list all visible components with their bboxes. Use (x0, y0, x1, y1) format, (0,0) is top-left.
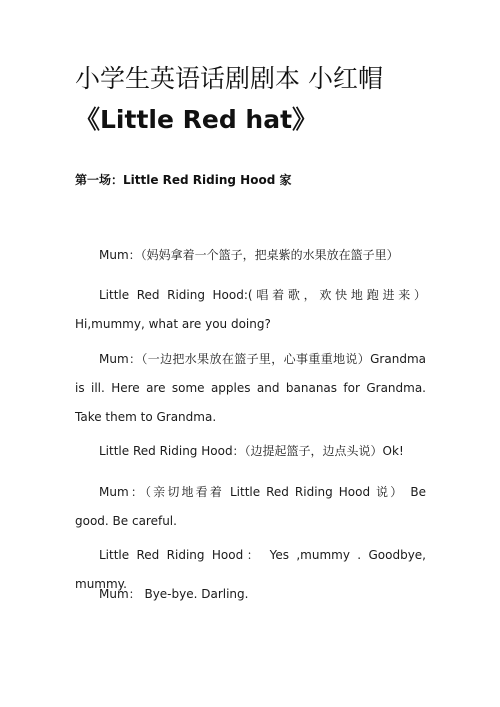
dialogue-paragraph: Mum：（妈妈拿着一个篮子，把桌紫的水果放在篮子里） (99, 248, 399, 262)
dialogue-paragraph: Mum：（亲切地看着 Little Red Riding Hood 说） Be good. Be careful. (75, 485, 426, 528)
dialogue-paragraph: Little Red Riding Hood： Yes ,mummy . Goodbye, mummy. (75, 548, 426, 591)
dialogue-paragraph: Mum：（一边把水果放在篮子里，心事重重地说）Grandma is ill. Here are some apples and bananas for Grandma. Take them to Grandma. (75, 352, 426, 424)
dialogue-paragraph: Little Red Riding Hood:(唱着歌，欢快地跑进来）Hi,mummy, what are you doing? (75, 288, 426, 331)
document-title-chinese: 小学生英语话剧剧本 小红帽 (75, 64, 383, 93)
scene-heading: 第一场：Little Red Riding Hood 家 (75, 173, 292, 187)
dialogue-paragraph: Mum： Bye-bye. Darling. (99, 587, 249, 601)
dialogue-paragraph: Little Red Riding Hood：（边提起篮子，边点头说）Ok! (99, 444, 404, 458)
document-title-english: 《Little Red hat》 (75, 105, 318, 134)
